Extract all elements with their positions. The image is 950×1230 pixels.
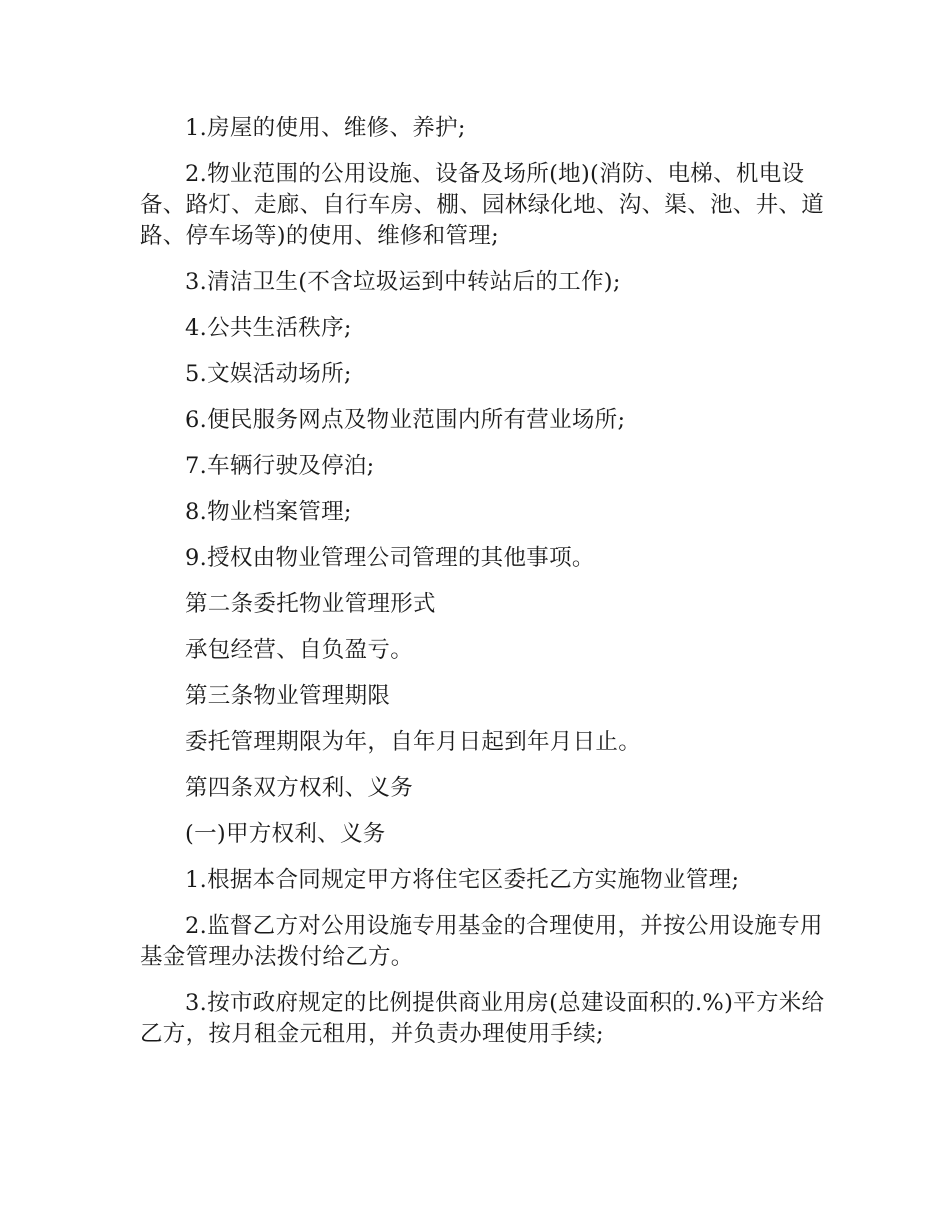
section-heading-3: 第三条物业管理期限 (185, 683, 391, 709)
paragraph-item-3: 3.清洁卫生(不含垃圾运到中转站后的工作); (185, 269, 621, 295)
paragraph-item-2: 2.物业范围的公用设施、设备及场所(地)(消防、电梯、机电设备、路灯、走廊、自行车房、棚、园林绿化地、沟、渠、池、井、道路、停车场等)的使用、维修和管理; (140, 161, 825, 249)
document-body (140, 113, 830, 1065)
subsection-item-1: 1.根据本合同规定甲方将住宅区委托乙方实施物业管理; (185, 867, 740, 893)
section-body-2: 承包经营、自负盈亏。 (185, 637, 414, 663)
subsection-item-3: 3.按市政府规定的比例提供商业用房(总建设面积的.%)平方米给乙方，按月租金元租用，并负责办理使用手续; (140, 990, 825, 1047)
subsection-heading-a: (一)甲方权利、义务 (185, 821, 386, 847)
paragraph-item-8: 8.物业档案管理; (185, 499, 352, 525)
paragraph-item-9: 9.授权由物业管理公司管理的其他事项。 (185, 545, 595, 571)
paragraph-item-4: 4.公共生活秩序; (185, 315, 352, 341)
section-body-3: 委托管理期限为年，自年月日起到年月日止。 (185, 729, 642, 755)
section-heading-4: 第四条双方权利、义务 (185, 775, 414, 801)
paragraph-item-6: 6.便民服务网点及物业范围内所有营业场所; (185, 407, 626, 433)
paragraph-item-1: 1.房屋的使用、维修、养护; (185, 115, 466, 141)
paragraph-item-7: 7.车辆行驶及停泊; (185, 453, 375, 479)
section-heading-2: 第二条委托物业管理形式 (185, 591, 436, 617)
paragraph-item-5: 5.文娱活动场所; (185, 361, 352, 387)
subsection-item-2: 2.监督乙方对公用设施专用基金的合理使用，并按公用设施专用基金管理办法拨付给乙方。 (140, 913, 823, 970)
